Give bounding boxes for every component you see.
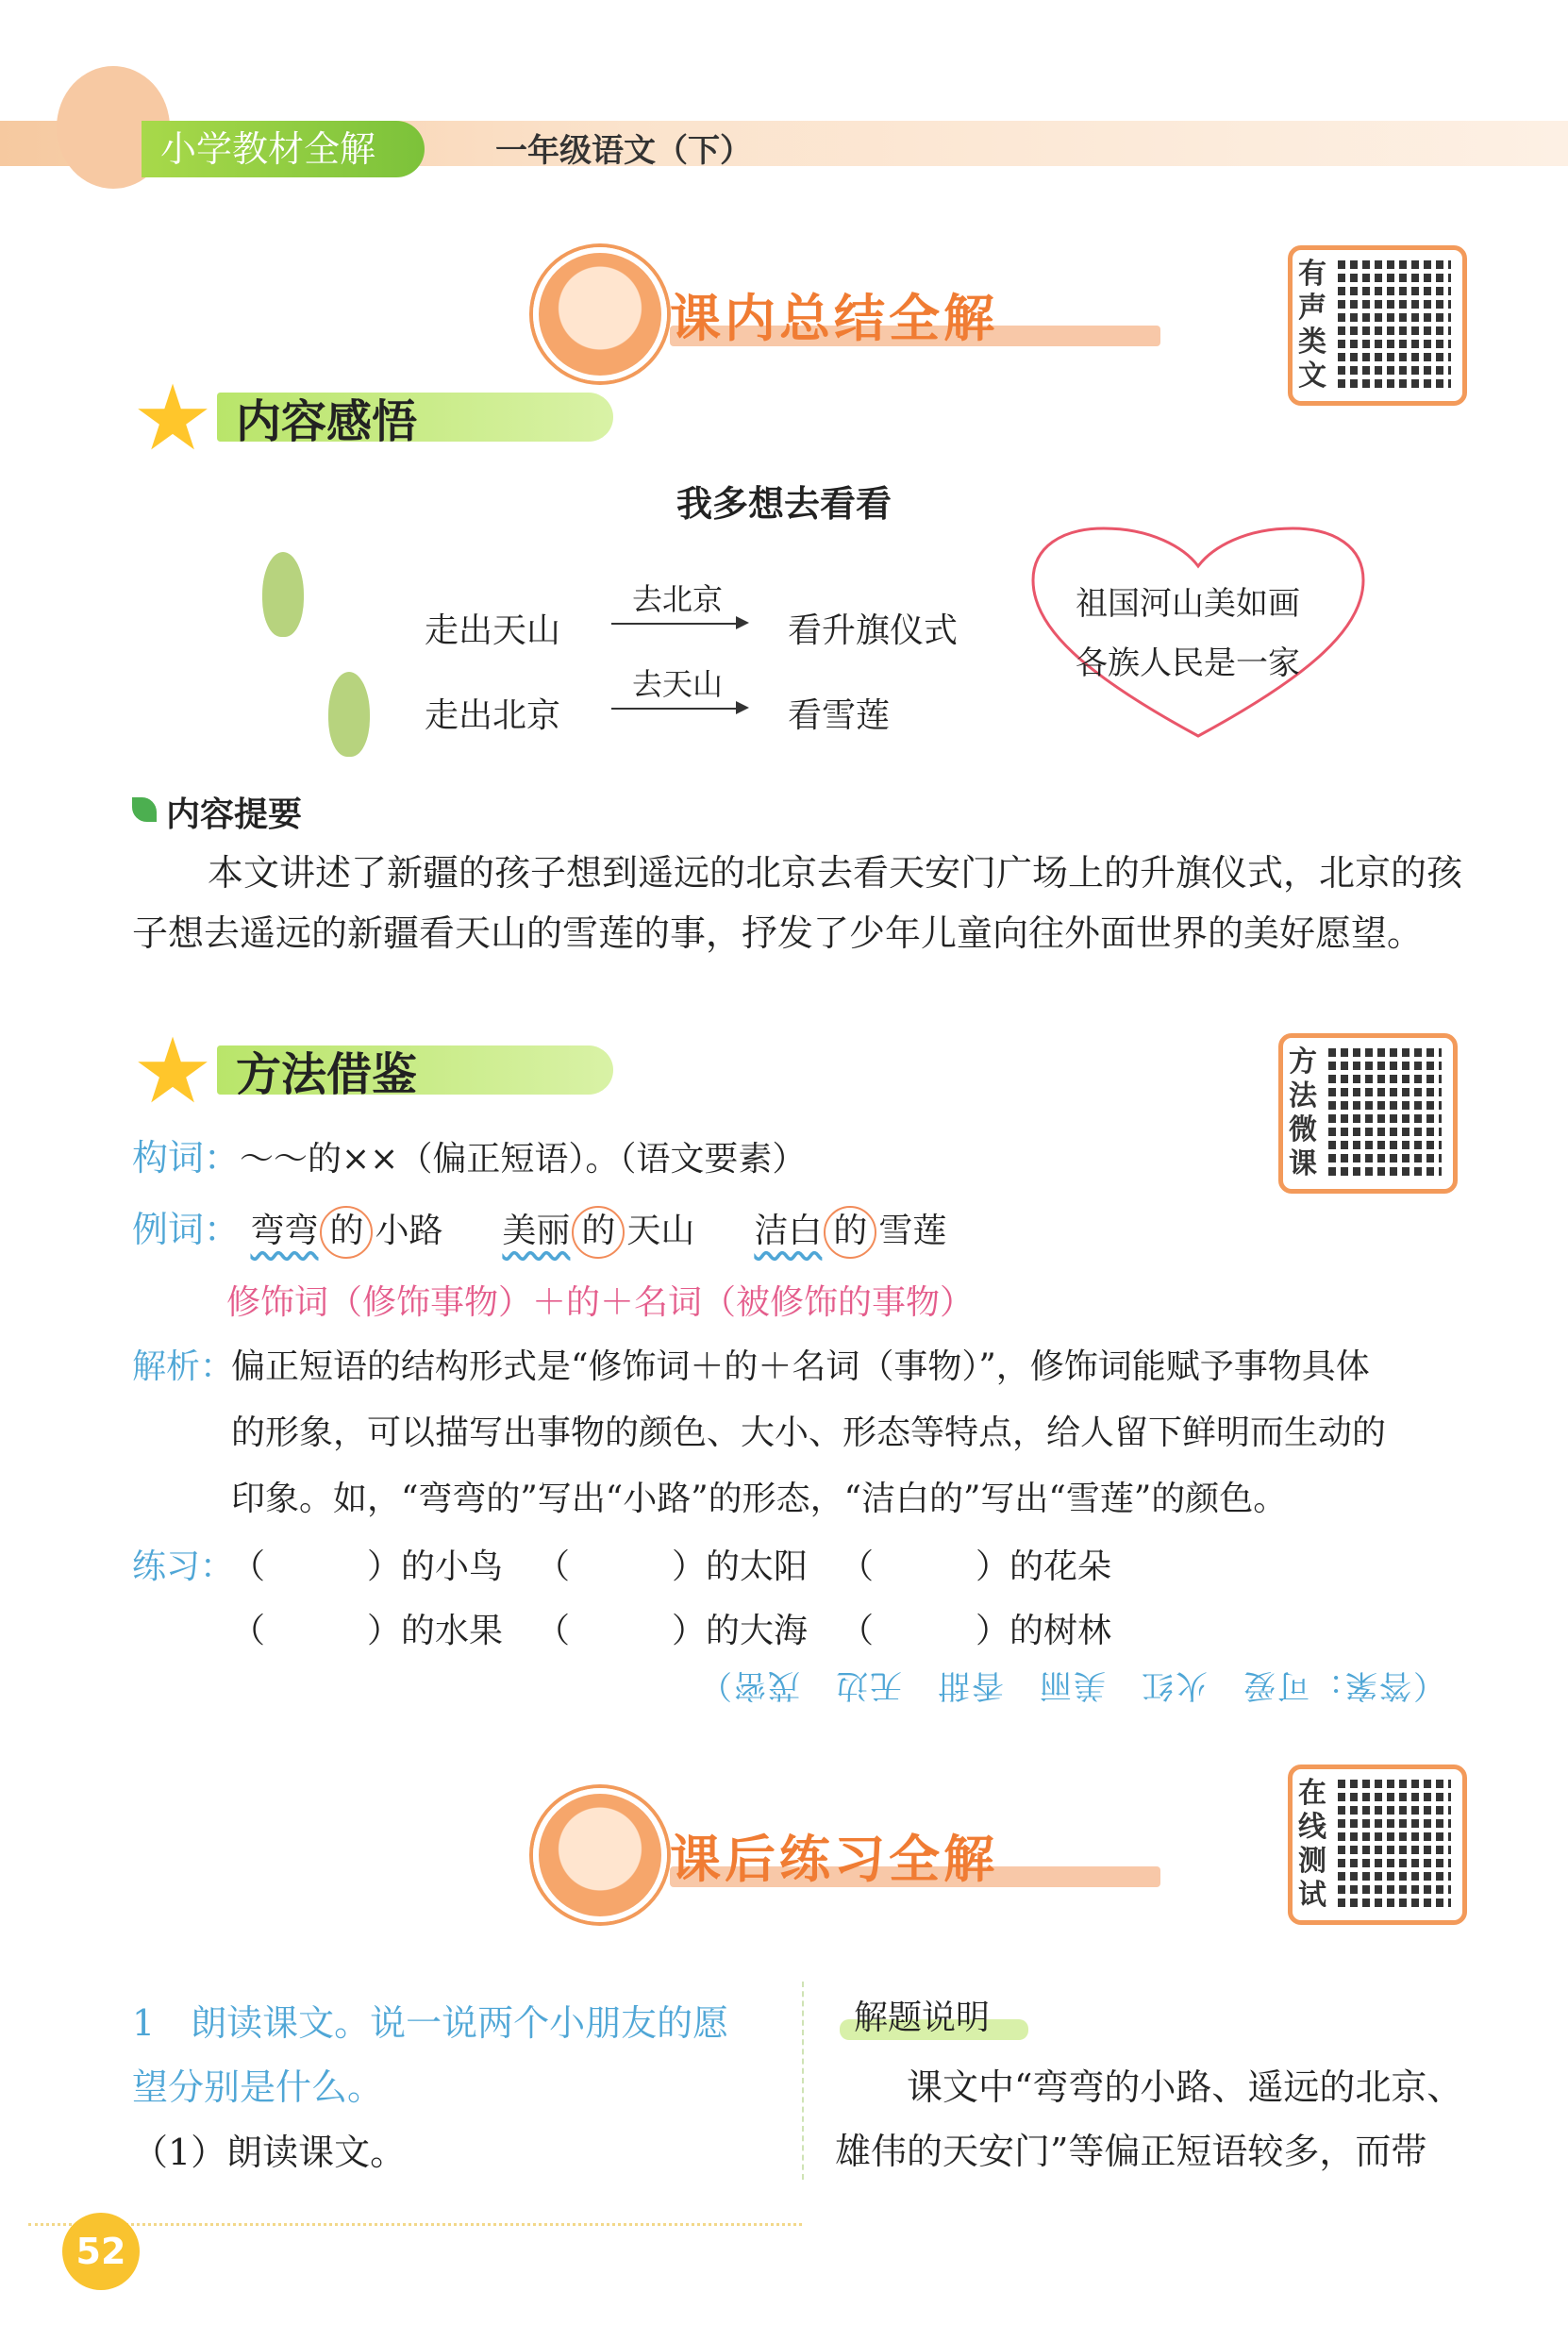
word-formation-label: 构词： (132, 1137, 241, 1179)
heart-icon (1028, 524, 1368, 741)
footer-rule (28, 2223, 802, 2226)
qr-code[interactable] (1288, 1765, 1467, 1925)
summary-heading-text: 内容提要 (166, 795, 303, 834)
practice-item: （ ）的树林 (840, 1612, 1112, 1650)
page-number: 52 (62, 2213, 140, 2290)
practice-item: （ ）的花朵 (840, 1547, 1112, 1586)
analysis-line: 偏正短语的结构形式是“修饰词＋的＋名词（事物）”，修饰词能赋予事物具体 (231, 1347, 1370, 1386)
kid-avatar-icon (533, 1788, 667, 1922)
answer-upside-down: （答案：可爱 火红 美丽 香甜 无边 茂密） (698, 1666, 1445, 1704)
route-from: 走出天山 (425, 611, 561, 650)
content-insight-heading (132, 365, 623, 471)
lesson-title: 我多想去看看 (676, 483, 892, 525)
qr-code-icon (1328, 1047, 1442, 1176)
grade-label: 一年级语文（下） (495, 132, 752, 170)
word-formation-text: ～～的××（偏正短语）。（语文要素） (240, 1140, 807, 1179)
example-row (132, 1200, 946, 1259)
example-noun: 天山 (626, 1212, 695, 1250)
section-banner-text: 课内总结全解 (670, 289, 998, 348)
kid-avatar-icon (533, 247, 667, 381)
question-line: 望分别是什么。 (132, 2066, 384, 2108)
method-heading (132, 1018, 623, 1124)
route-via: 去天山 (632, 666, 724, 702)
route-via: 去北京 (632, 581, 724, 617)
arrow-icon (611, 623, 743, 625)
question-1-sub: （1）朗读课文。 (132, 2132, 407, 2173)
arrow-head-icon (736, 701, 749, 714)
practice-label: 练习： (132, 1547, 235, 1586)
star-icon: ★ (132, 365, 214, 471)
question-1 (132, 1991, 792, 2119)
practice-item: （ ）的太阳 (536, 1547, 809, 1586)
section-banner (670, 278, 998, 348)
heading-text: 方法借鉴 (236, 1048, 418, 1101)
analysis-label: 解析： (132, 1347, 235, 1386)
route-to: 看升旗仪式 (788, 611, 959, 650)
star-icon: ★ (132, 1018, 214, 1124)
heart-line: 祖国河山美如画 (1076, 585, 1300, 623)
example-modifier: 弯弯 (250, 1212, 319, 1250)
column-divider (802, 1982, 804, 2180)
explain-heading: 解题说明 (854, 1999, 991, 2037)
de-circled: 的 (320, 1206, 373, 1259)
analysis-line: 印象。如，“弯弯的”写出“小路”的形态，“洁白的”写出“雪莲”的颜色。 (231, 1480, 1288, 1518)
qr-label: 有声类文 (1298, 258, 1326, 393)
summary-text: 本文讲述了新疆的孩子想到遥远的北京去看天安门广场上的升旗仪式，北京的孩子想去遥远的新疆看天山的雪莲的事，抒发了少年儿童向往外面世界的美好愿望。 (132, 852, 1463, 954)
section-banner-text: 课后练习全解 (670, 1830, 998, 1889)
word-formation-row (132, 1129, 806, 1180)
explain-text: 课文中“弯弯的小路、遥远的北京、雄伟的天安门”等偏正短语较多，而带 (835, 2066, 1463, 2172)
route-from: 走出北京 (425, 696, 561, 735)
heart-line: 各族人民是一家 (1076, 644, 1300, 682)
qr-code[interactable] (1278, 1033, 1458, 1194)
heading-text: 内容感悟 (236, 395, 418, 448)
footprint-icon (328, 672, 370, 757)
qr-code-icon (1338, 1779, 1451, 1907)
footprint-icon (262, 552, 304, 637)
arrow-icon (611, 708, 743, 710)
example-modifier: 洁白 (754, 1212, 823, 1250)
example-modifier: 美丽 (502, 1212, 571, 1250)
formula: 修饰词（修饰事物）＋的＋名词（被修饰的事物） (226, 1283, 975, 1322)
route-to: 看雪莲 (788, 696, 891, 735)
analysis-line: 的形象，可以描写出事物的颜色、大小、形态等特点，给人留下鲜明而生动的 (231, 1413, 1387, 1452)
section-banner (670, 1819, 998, 1889)
example-noun: 小路 (375, 1212, 443, 1250)
qr-code[interactable] (1288, 245, 1467, 406)
example-noun: 雪莲 (878, 1212, 947, 1250)
brand-label: 小学教材全解 (142, 121, 425, 177)
question-line: 1 朗读课文。说一说两个小朋友的愿 (132, 2002, 729, 2044)
arrow-head-icon (736, 616, 749, 629)
summary-heading (132, 788, 302, 836)
practice-item: （ ）的水果 (231, 1612, 504, 1650)
example-label: 例词： (132, 1209, 241, 1250)
qr-label: 在线测试 (1298, 1777, 1326, 1912)
qr-label: 方法微课 (1289, 1045, 1317, 1180)
de-circled: 的 (824, 1206, 876, 1259)
qr-code-icon (1338, 259, 1451, 388)
de-circled: 的 (572, 1206, 625, 1259)
practice-item: （ ）的小鸟 (231, 1547, 504, 1586)
practice-item: （ ）的大海 (536, 1612, 809, 1650)
